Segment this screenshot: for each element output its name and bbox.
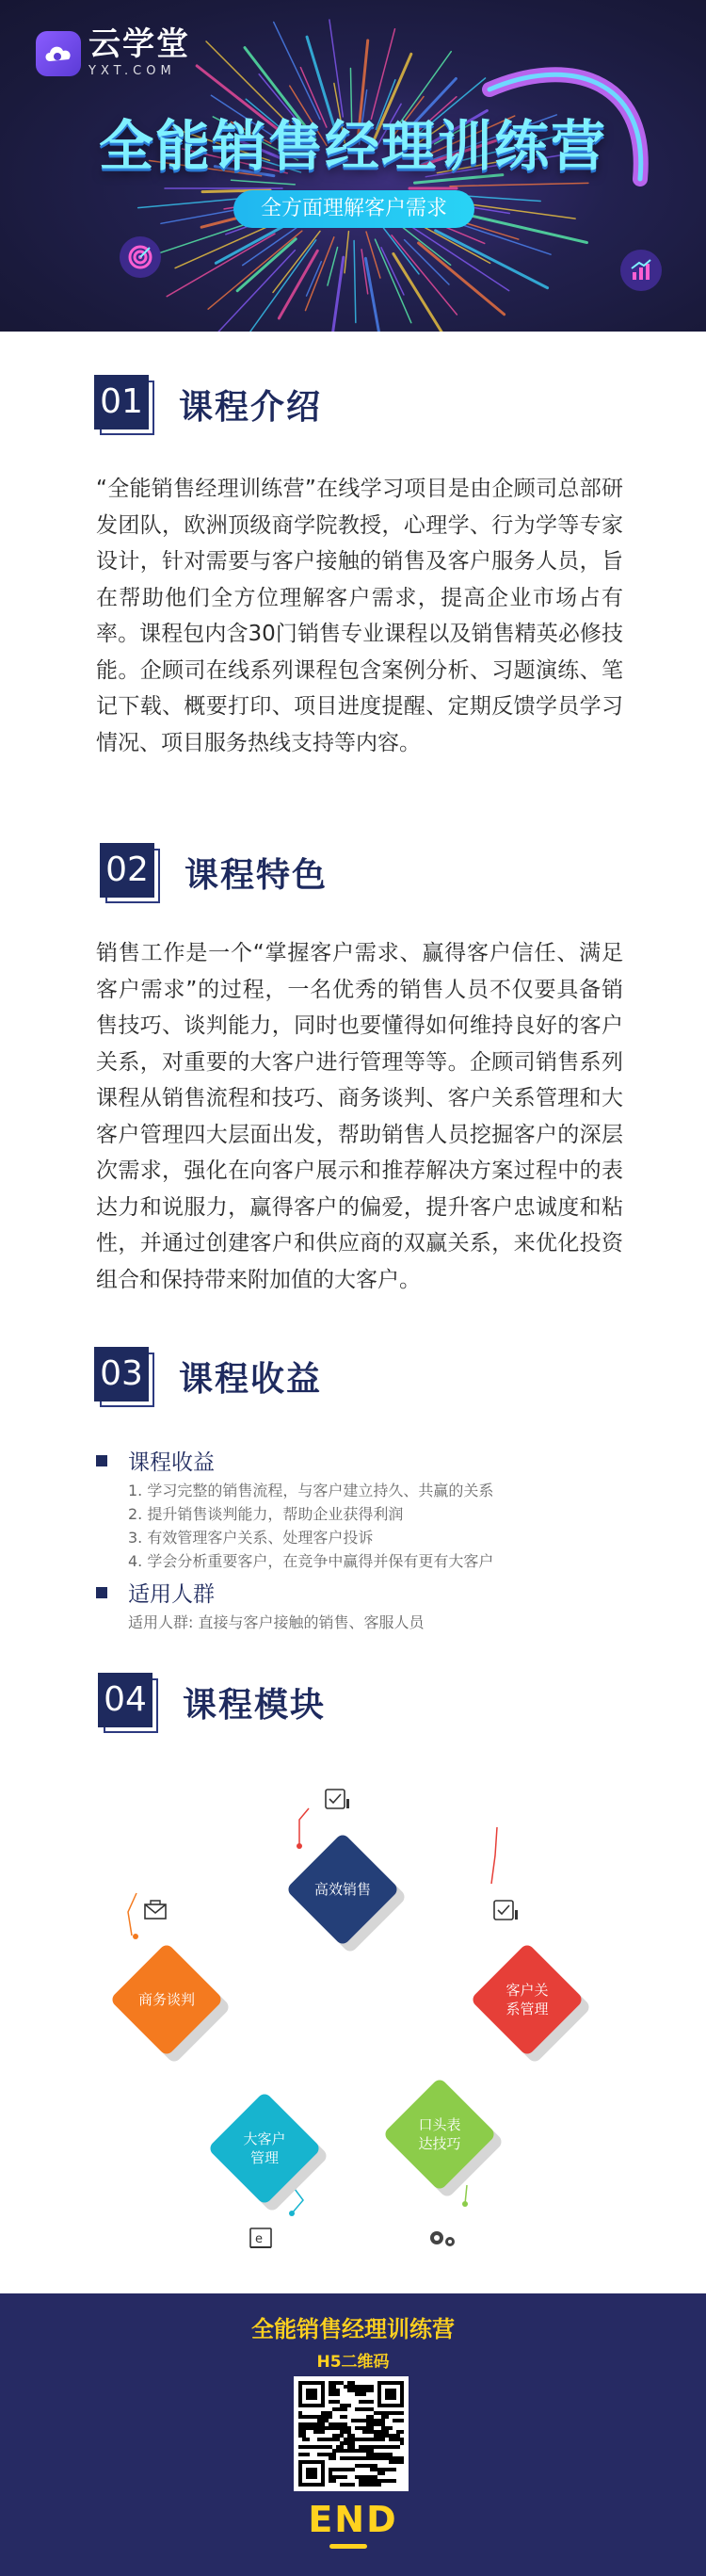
module-diagram [0, 1771, 706, 2298]
audience-subheading: 适用人群 [96, 1577, 215, 1608]
section-title: 课程介绍 [179, 387, 323, 427]
logo[interactable] [36, 25, 190, 78]
logo-name: 云学堂 [88, 25, 190, 63]
end-label: END [308, 2499, 398, 2540]
features-paragraph: 销售工作是一个“掌握客户需求、赢得客户信任、满足客户需求”的过程，一名优秀的销售人员不仅要具备销售技巧、谈判能力，同时也要懂得如何维持良好的客户关系，对重要的大客户进行管理等等。企顾司销售系列课程从销售流程和技巧、商务谈判、客户关系管理和大客户管理四大层面出发，帮助销售人员挖掘客户的深层次需求，强化在向客户展示和推荐解决方案过程中的表达力和说服力，赢得客户的偏爱，提升客户忠诚度和粘性，并通过创建客户和供应商的双赢关系，来优化投资组合和保持带来附加值的大客户。 [96, 941, 623, 1292]
envelope-icon [143, 1899, 169, 1925]
section-header-features [100, 843, 328, 901]
benefits-subheading: 课程收益 [96, 1445, 215, 1476]
section-number: 03 [94, 1347, 149, 1401]
section-title: 课程特色 [185, 855, 329, 895]
section-number-box [100, 843, 158, 901]
gears-icon [425, 2225, 459, 2255]
module-key-account[interactable] [217, 2100, 339, 2223]
benefit-item: 3. 有效管理客户关系、处理客户投诉 [128, 1529, 374, 1547]
section-number-box [98, 1673, 156, 1731]
hero-title: 全能销售经理训练营 [98, 114, 607, 178]
benefit-item: 4. 学会分析重要客户，在竞争中赢得并保有更有大客户 [128, 1552, 494, 1570]
growth-chart-icon [620, 250, 662, 291]
checklist-icon [492, 1899, 521, 1927]
section-number: 02 [100, 843, 154, 898]
section-number-box [94, 1347, 152, 1405]
module-business-negotiation[interactable] [119, 1952, 241, 2074]
section-header-modules [98, 1673, 326, 1731]
logo-domain: YXT.COM [88, 64, 176, 78]
hero-subtitle-pill: 全方面理解客户需求 [233, 190, 474, 228]
target-icon [120, 236, 161, 278]
footer-title: 全能销售经理训练营 [251, 2316, 455, 2342]
module-customer-relations[interactable] [479, 1952, 602, 2074]
section-header-intro [94, 375, 322, 433]
benefit-item: 2. 提升销售谈判能力，帮助企业获得利润 [128, 1505, 404, 1523]
footer [0, 2293, 706, 2576]
section-title: 课程模块 [183, 1685, 327, 1725]
module-efficient-sales[interactable] [295, 1841, 417, 1964]
bullet-square-icon [96, 1587, 107, 1598]
benefit-item: 1. 学习完整的销售流程，与客户建立持久、共赢的关系 [128, 1482, 494, 1499]
ebook-icon [249, 2227, 275, 2255]
section-number: 01 [94, 375, 149, 429]
hero-banner [0, 0, 706, 332]
module-label: 大客户管理 [243, 2130, 286, 2166]
audience-text: 适用人群: 直接与客户接触的销售、客服人员 [128, 1613, 425, 1631]
qr-code-icon [298, 2381, 404, 2487]
svg-text:e: e [255, 2232, 263, 2246]
cloud-logo-icon [36, 31, 81, 76]
section-number-box [94, 375, 152, 433]
checklist-icon [324, 1788, 352, 1816]
section-number: 04 [98, 1673, 152, 1727]
qr-code-label: H5二维码 [316, 2353, 390, 2372]
module-label: 口头表达技巧 [418, 2116, 461, 2152]
section-header-benefits [94, 1347, 322, 1405]
section-title: 课程收益 [179, 1359, 323, 1399]
module-verbal-expression[interactable] [392, 2086, 514, 2209]
module-label: 客户关系管理 [505, 1982, 549, 2017]
module-label: 高效销售 [313, 1881, 371, 1898]
end-underline [329, 2544, 367, 2549]
qr-code-image[interactable] [294, 2376, 409, 2491]
intro-paragraph: “全能销售经理训练营”在线学习项目是由企顾司总部研发团队，欧洲顶级商学院教授，心理学、行为学等专家设计，针对需要与客户接触的销售及客户服务人员，旨在帮助他们全方位理解客户需求，提高企业市场占有率。课程包内含30门销售专业课程以及销售精英必修技能。企顾司在线系列课程包含案例分析、习题演练、笔记下载、概要打印、项目进度提醒、定期反馈学员学习情况、项目服务热线支持等内容。 [96, 477, 623, 755]
module-label: 商务谈判 [137, 1991, 195, 2008]
bullet-square-icon [96, 1455, 107, 1466]
